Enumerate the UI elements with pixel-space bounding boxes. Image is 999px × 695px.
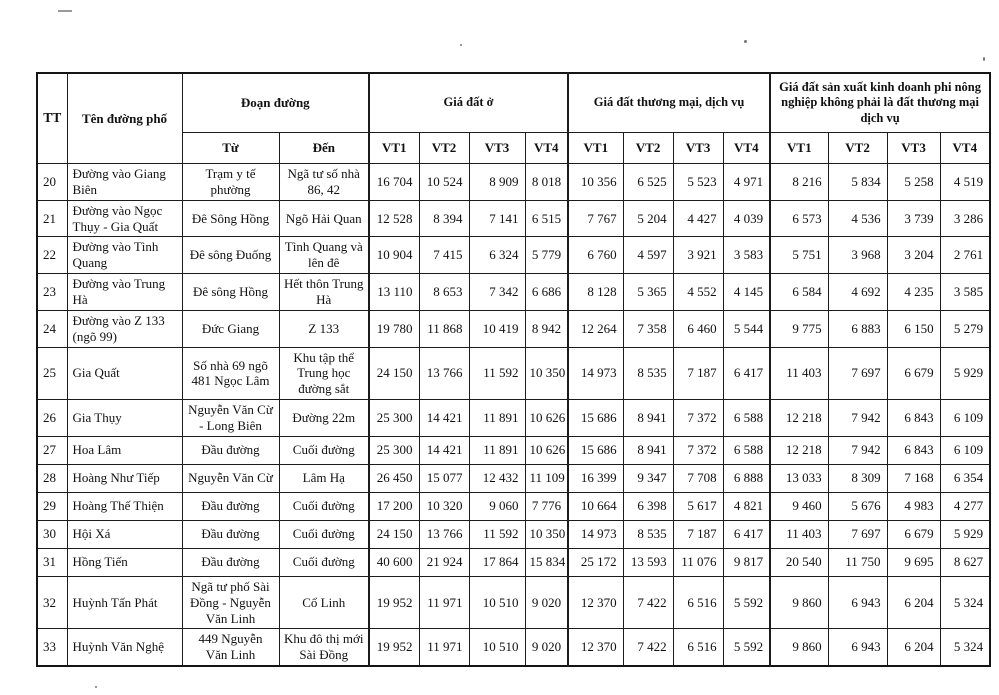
table-row (37, 436, 990, 464)
price-group2-vt1: 25 172 (568, 548, 623, 576)
table-row (37, 164, 990, 201)
price-group1-vt1: 25 300 (369, 400, 419, 437)
price-group1-vt4: 15 834 (525, 548, 568, 576)
price-group2-vt4: 6 417 (723, 520, 770, 548)
street-name: Đường vào Trung Hà (67, 274, 182, 311)
price-group3-vt3: 5 258 (887, 164, 940, 201)
street-name: Đường vào Giang Biên (67, 164, 182, 201)
price-group2-vt1: 14 973 (568, 347, 623, 400)
price-group2-vt2: 7 358 (623, 310, 673, 347)
row-number: 32 (37, 576, 67, 629)
table-row (37, 548, 990, 576)
price-group2-vt3: 6 516 (673, 629, 723, 666)
segment-from: Đầu đường (182, 436, 279, 464)
street-name: Hoàng Như Tiếp (67, 464, 182, 492)
price-group1-vt2: 14 421 (419, 400, 469, 437)
segment-to: Cuối đường (279, 436, 369, 464)
price-group3-vt3: 4 983 (887, 492, 940, 520)
col-header-to: Đến (279, 133, 369, 164)
price-group1-vt2: 21 924 (419, 548, 469, 576)
street-name: Hoa Lâm (67, 436, 182, 464)
scan-speck (460, 44, 462, 46)
street-name: Hồng Tiến (67, 548, 182, 576)
price-group3-vt2: 6 883 (828, 310, 887, 347)
price-group1-vt3: 11 891 (469, 436, 525, 464)
price-group2-vt1: 12 370 (568, 629, 623, 666)
col-header-vt1: VT1 (369, 133, 419, 164)
price-group3-vt3: 7 168 (887, 464, 940, 492)
row-number: 23 (37, 274, 67, 311)
price-group2-vt2: 7 422 (623, 576, 673, 629)
row-number: 27 (37, 436, 67, 464)
price-group2-vt3: 7 372 (673, 400, 723, 437)
price-group1-vt2: 13 766 (419, 520, 469, 548)
table-row (37, 400, 990, 437)
price-group1-vt1: 13 110 (369, 274, 419, 311)
price-group2-vt4: 5 592 (723, 629, 770, 666)
price-group3-vt1: 9 860 (770, 629, 828, 666)
price-group1-vt3: 10 510 (469, 576, 525, 629)
segment-from: Đầu đường (182, 548, 279, 576)
table-body (37, 164, 990, 667)
price-group2-vt1: 15 686 (568, 400, 623, 437)
price-group3-vt4: 5 929 (940, 520, 990, 548)
price-group2-vt1: 10 664 (568, 492, 623, 520)
price-group2-vt1: 12 370 (568, 576, 623, 629)
price-group2-vt4: 4 039 (723, 200, 770, 237)
price-group1-vt1: 19 780 (369, 310, 419, 347)
price-group1-vt3: 7 141 (469, 200, 525, 237)
segment-from: 449 Nguyễn Văn Linh (182, 629, 279, 666)
price-group1-vt4: 6 686 (525, 274, 568, 311)
street-name: Hoàng Thế Thiện (67, 492, 182, 520)
price-group2-vt1: 15 686 (568, 436, 623, 464)
row-number: 25 (37, 347, 67, 400)
price-group1-vt1: 10 904 (369, 237, 419, 274)
col-header-vt4: VT4 (723, 133, 770, 164)
price-group1-vt3: 10 419 (469, 310, 525, 347)
price-group1-vt2: 15 077 (419, 464, 469, 492)
price-group2-vt4: 9 817 (723, 548, 770, 576)
segment-to: Lâm Hạ (279, 464, 369, 492)
price-group3-vt2: 7 942 (828, 436, 887, 464)
table-row (37, 520, 990, 548)
price-group2-vt3: 4 427 (673, 200, 723, 237)
price-group2-vt4: 6 888 (723, 464, 770, 492)
segment-to: Tình Quang và lên đê (279, 237, 369, 274)
price-group3-vt1: 5 751 (770, 237, 828, 274)
price-group3-vt2: 7 697 (828, 520, 887, 548)
table-row (37, 464, 990, 492)
price-group1-vt1: 19 952 (369, 576, 419, 629)
segment-from: Đê sông Hồng (182, 274, 279, 311)
row-number: 24 (37, 310, 67, 347)
price-group2-vt2: 7 422 (623, 629, 673, 666)
scan-speck (744, 40, 747, 43)
price-group1-vt2: 8 653 (419, 274, 469, 311)
price-group1-vt4: 10 626 (525, 436, 568, 464)
price-group2-vt4: 6 417 (723, 347, 770, 400)
price-group3-vt2: 7 697 (828, 347, 887, 400)
price-group3-vt1: 9 460 (770, 492, 828, 520)
street-name: Huỳnh Tấn Phát (67, 576, 182, 629)
price-group1-vt3: 9 060 (469, 492, 525, 520)
price-group1-vt1: 40 600 (369, 548, 419, 576)
price-group1-vt4: 9 020 (525, 576, 568, 629)
table-header (37, 73, 990, 164)
col-header-tt: TT (37, 73, 67, 164)
price-group2-vt4: 6 588 (723, 436, 770, 464)
col-header-from: Từ (182, 133, 279, 164)
street-name: Đường vào Z 133 (ngõ 99) (67, 310, 182, 347)
price-group2-vt4: 3 583 (723, 237, 770, 274)
price-group2-vt1: 12 264 (568, 310, 623, 347)
price-group3-vt2: 4 536 (828, 200, 887, 237)
price-group1-vt1: 16 704 (369, 164, 419, 201)
row-number: 20 (37, 164, 67, 201)
price-group3-vt2: 11 750 (828, 548, 887, 576)
price-group1-vt1: 24 150 (369, 347, 419, 400)
price-group2-vt3: 7 372 (673, 436, 723, 464)
segment-to: Khu tập thể Trung học đường sắt (279, 347, 369, 400)
street-name: Đường vào Ngọc Thụy - Gia Quất (67, 200, 182, 237)
table-row (37, 347, 990, 400)
price-group3-vt1: 6 573 (770, 200, 828, 237)
segment-from: Nguyễn Văn Cừ - Long Biên (182, 400, 279, 437)
col-header-vt3: VT3 (673, 133, 723, 164)
price-group1-vt2: 10 320 (419, 492, 469, 520)
segment-from: Ngã tư phố Sài Đồng - Nguyễn Văn Linh (182, 576, 279, 629)
price-group1-vt1: 24 150 (369, 520, 419, 548)
row-number: 21 (37, 200, 67, 237)
segment-to: Đường 22m (279, 400, 369, 437)
price-group3-vt4: 5 929 (940, 347, 990, 400)
price-group3-vt2: 5 676 (828, 492, 887, 520)
price-group2-vt4: 4 971 (723, 164, 770, 201)
price-group1-vt4: 9 020 (525, 629, 568, 666)
table-row (37, 310, 990, 347)
price-group3-vt1: 11 403 (770, 347, 828, 400)
price-group2-vt3: 3 921 (673, 237, 723, 274)
price-group1-vt3: 8 909 (469, 164, 525, 201)
segment-from: Trạm y tế phường (182, 164, 279, 201)
price-group3-vt4: 5 324 (940, 629, 990, 666)
price-group3-vt3: 6 204 (887, 629, 940, 666)
price-group1-vt3: 11 592 (469, 520, 525, 548)
segment-to: Z 133 (279, 310, 369, 347)
price-group1-vt4: 10 350 (525, 520, 568, 548)
price-group2-vt2: 5 204 (623, 200, 673, 237)
price-group3-vt2: 6 943 (828, 629, 887, 666)
segment-to: Hết thôn Trung Hà (279, 274, 369, 311)
price-group3-vt4: 6 109 (940, 436, 990, 464)
price-group2-vt3: 7 187 (673, 347, 723, 400)
segment-to: Cổ Linh (279, 576, 369, 629)
price-group3-vt4: 3 286 (940, 200, 990, 237)
price-group1-vt2: 11 971 (419, 629, 469, 666)
price-group3-vt3: 3 739 (887, 200, 940, 237)
row-number: 33 (37, 629, 67, 666)
price-group2-vt2: 8 535 (623, 520, 673, 548)
price-group2-vt2: 8 941 (623, 436, 673, 464)
price-group3-vt4: 5 279 (940, 310, 990, 347)
segment-to: Cuối đường (279, 548, 369, 576)
land-price-table (36, 72, 991, 667)
table-row (37, 492, 990, 520)
segment-to: Cuối đường (279, 520, 369, 548)
price-group2-vt1: 8 128 (568, 274, 623, 311)
street-name: Gia Thụy (67, 400, 182, 437)
price-group1-vt4: 8 018 (525, 164, 568, 201)
price-group1-vt2: 10 524 (419, 164, 469, 201)
price-group1-vt2: 7 415 (419, 237, 469, 274)
segment-from: Đầu đường (182, 492, 279, 520)
price-group1-vt4: 7 776 (525, 492, 568, 520)
street-name: Hội Xá (67, 520, 182, 548)
price-group3-vt2: 3 968 (828, 237, 887, 274)
col-header-vt4: VT4 (940, 133, 990, 164)
price-group1-vt3: 17 864 (469, 548, 525, 576)
segment-to: Cuối đường (279, 492, 369, 520)
price-group1-vt2: 14 421 (419, 436, 469, 464)
price-group3-vt3: 6 679 (887, 520, 940, 548)
col-header-vt3: VT3 (887, 133, 940, 164)
col-header-street: Tên đường phố (67, 73, 182, 164)
table-row (37, 200, 990, 237)
price-group2-vt1: 7 767 (568, 200, 623, 237)
price-group3-vt4: 4 519 (940, 164, 990, 201)
street-name: Gia Quất (67, 347, 182, 400)
price-group1-vt4: 10 350 (525, 347, 568, 400)
price-group2-vt4: 5 592 (723, 576, 770, 629)
price-group2-vt3: 5 523 (673, 164, 723, 201)
row-number: 22 (37, 237, 67, 274)
price-group1-vt1: 26 450 (369, 464, 419, 492)
price-group2-vt2: 6 525 (623, 164, 673, 201)
price-group3-vt3: 6 679 (887, 347, 940, 400)
price-group2-vt4: 6 588 (723, 400, 770, 437)
col-header-vt2: VT2 (828, 133, 887, 164)
price-group3-vt2: 6 943 (828, 576, 887, 629)
price-group3-vt4: 6 354 (940, 464, 990, 492)
price-group1-vt4: 8 942 (525, 310, 568, 347)
col-header-nonagri-business-price: Giá đất sản xuất kinh doanh phi nông nghiệp không phải là đất thương mại dịch vụ (770, 73, 990, 133)
col-header-vt2: VT2 (419, 133, 469, 164)
price-group3-vt3: 3 204 (887, 237, 940, 274)
price-group1-vt4: 10 626 (525, 400, 568, 437)
price-group3-vt4: 2 761 (940, 237, 990, 274)
price-group3-vt3: 9 695 (887, 548, 940, 576)
row-number: 26 (37, 400, 67, 437)
price-group3-vt3: 4 235 (887, 274, 940, 311)
price-group2-vt3: 5 617 (673, 492, 723, 520)
price-group3-vt2: 5 834 (828, 164, 887, 201)
price-group3-vt1: 9 860 (770, 576, 828, 629)
price-group2-vt4: 4 821 (723, 492, 770, 520)
segment-from: Đê sông Đuống (182, 237, 279, 274)
price-group1-vt2: 13 766 (419, 347, 469, 400)
price-group2-vt3: 7 708 (673, 464, 723, 492)
price-group1-vt4: 6 515 (525, 200, 568, 237)
row-number: 31 (37, 548, 67, 576)
price-group3-vt3: 6 843 (887, 400, 940, 437)
price-group3-vt3: 6 204 (887, 576, 940, 629)
col-header-vt4: VT4 (525, 133, 568, 164)
segment-from: Số nhà 69 ngõ 481 Ngọc Lâm (182, 347, 279, 400)
price-group1-vt2: 8 394 (419, 200, 469, 237)
price-group3-vt1: 6 584 (770, 274, 828, 311)
price-group3-vt1: 12 218 (770, 400, 828, 437)
price-group1-vt2: 11 971 (419, 576, 469, 629)
price-group2-vt1: 16 399 (568, 464, 623, 492)
price-group3-vt4: 8 627 (940, 548, 990, 576)
price-group1-vt4: 11 109 (525, 464, 568, 492)
price-group2-vt4: 4 145 (723, 274, 770, 311)
price-group1-vt1: 25 300 (369, 436, 419, 464)
segment-to: Ngã tư số nhà 86, 42 (279, 164, 369, 201)
row-number: 30 (37, 520, 67, 548)
price-group3-vt1: 12 218 (770, 436, 828, 464)
scan-speck (95, 686, 97, 688)
price-group2-vt3: 6 460 (673, 310, 723, 347)
price-group2-vt1: 6 760 (568, 237, 623, 274)
street-name: Đường vào Tình Quang (67, 237, 182, 274)
price-group3-vt1: 20 540 (770, 548, 828, 576)
price-group2-vt2: 8 535 (623, 347, 673, 400)
price-group3-vt2: 8 309 (828, 464, 887, 492)
price-group3-vt4: 4 277 (940, 492, 990, 520)
price-group2-vt4: 5 544 (723, 310, 770, 347)
table-row (37, 237, 990, 274)
price-group2-vt3: 4 552 (673, 274, 723, 311)
price-group1-vt3: 10 510 (469, 629, 525, 666)
price-group2-vt2: 5 365 (623, 274, 673, 311)
segment-from: Nguyễn Văn Cừ (182, 464, 279, 492)
price-group2-vt2: 4 597 (623, 237, 673, 274)
table-row (37, 274, 990, 311)
price-group1-vt4: 5 779 (525, 237, 568, 274)
price-group3-vt1: 11 403 (770, 520, 828, 548)
price-group3-vt2: 7 942 (828, 400, 887, 437)
price-group2-vt3: 7 187 (673, 520, 723, 548)
price-group2-vt2: 13 593 (623, 548, 673, 576)
col-header-segment: Đoạn đường (182, 73, 369, 133)
price-group2-vt2: 8 941 (623, 400, 673, 437)
col-header-residential-price: Giá đất ở (369, 73, 568, 133)
segment-to: Ngõ Hải Quan (279, 200, 369, 237)
price-group1-vt3: 11 891 (469, 400, 525, 437)
price-group3-vt4: 5 324 (940, 576, 990, 629)
row-number: 29 (37, 492, 67, 520)
price-group1-vt1: 12 528 (369, 200, 419, 237)
price-group2-vt1: 10 356 (568, 164, 623, 201)
price-group1-vt3: 7 342 (469, 274, 525, 311)
price-group2-vt2: 6 398 (623, 492, 673, 520)
segment-from: Đầu đường (182, 520, 279, 548)
price-group1-vt3: 11 592 (469, 347, 525, 400)
col-header-vt1: VT1 (770, 133, 828, 164)
price-group1-vt3: 12 432 (469, 464, 525, 492)
scan-speck (58, 10, 72, 12)
segment-to: Khu đô thị mới Sài Đồng (279, 629, 369, 666)
col-header-commercial-price: Giá đất thương mại, dịch vụ (568, 73, 770, 133)
price-group2-vt3: 6 516 (673, 576, 723, 629)
price-group3-vt1: 13 033 (770, 464, 828, 492)
price-group3-vt4: 3 585 (940, 274, 990, 311)
price-group1-vt1: 17 200 (369, 492, 419, 520)
price-group3-vt1: 8 216 (770, 164, 828, 201)
segment-from: Đức Giang (182, 310, 279, 347)
table-row (37, 629, 990, 666)
col-header-vt2: VT2 (623, 133, 673, 164)
price-group2-vt3: 11 076 (673, 548, 723, 576)
price-group1-vt3: 6 324 (469, 237, 525, 274)
col-header-vt3: VT3 (469, 133, 525, 164)
price-group1-vt2: 11 868 (419, 310, 469, 347)
segment-from: Đê Sông Hồng (182, 200, 279, 237)
scan-speck (983, 57, 985, 61)
street-name: Huỳnh Văn Nghệ (67, 629, 182, 666)
price-group3-vt4: 6 109 (940, 400, 990, 437)
table-row (37, 576, 990, 629)
row-number: 28 (37, 464, 67, 492)
price-group3-vt3: 6 843 (887, 436, 940, 464)
price-group2-vt2: 9 347 (623, 464, 673, 492)
col-header-vt1: VT1 (568, 133, 623, 164)
price-group3-vt2: 4 692 (828, 274, 887, 311)
price-group3-vt3: 6 150 (887, 310, 940, 347)
price-group1-vt1: 19 952 (369, 629, 419, 666)
price-group2-vt1: 14 973 (568, 520, 623, 548)
price-group3-vt1: 9 775 (770, 310, 828, 347)
